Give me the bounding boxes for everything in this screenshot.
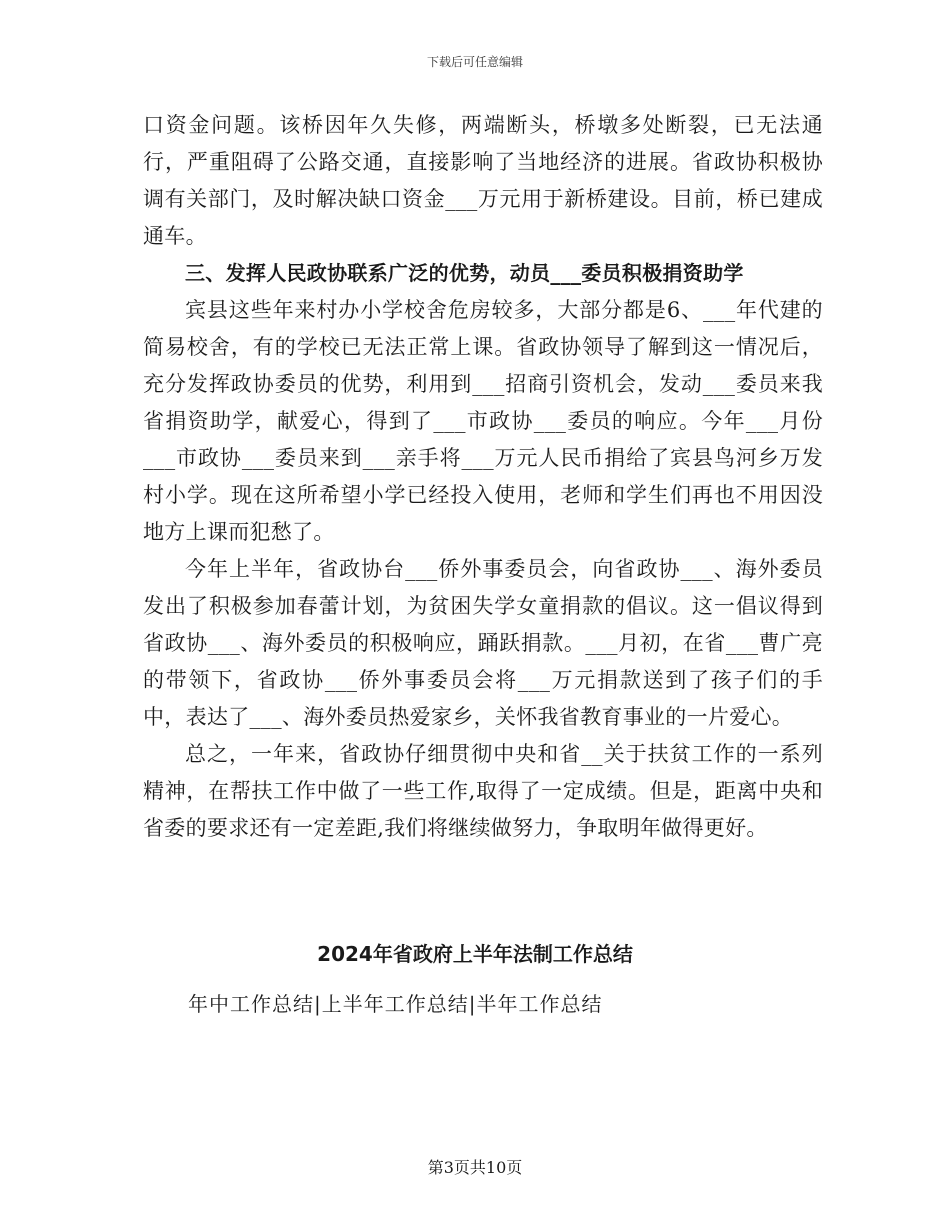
- paragraph-spring-bud-plan: 今年上半年，省政协台___侨外事委员会，向省政协___、海外委员发出了积极参加春蕾计划，为贫困失学女童捐款的倡议。这一倡议得到省政协___、海外委员的积极响应，踊跃捐款。___月初，在省___曹广亮的带领下，省政协___侨外事委员会将___万元捐款送到了孩子们的手中，表达了___、海外委员热爱家乡，关怀我省教育事业的一片爱心。: [143, 557, 823, 729]
- paragraph-conclusion: 总之，一年来，省政协仔细贯彻中央和省__关于扶贫工作的一系列精神，在帮扶工作中做了一些工作,取得了一定成绩。但是，距离中央和省委的要求还有一定差距,我们将继续做努力，争取明年做得更好。: [143, 742, 823, 840]
- paragraph-bridge-funding: 口资金问题。该桥因年久失修，两端断头，桥墩多处断裂，已无法通行，严重阻碍了公路交通，直接影响了当地经济的进展。省政协积极协调有关部门，及时解决缺口资金___万元用于新桥建设。目前，桥已建成通车。: [143, 113, 823, 248]
- document-tags: 年中工作总结|上半年工作总结|半年工作总结: [188, 992, 603, 1016]
- page-number: 第3页共10页: [427, 1158, 523, 1177]
- header-note: 下载后可任意编辑: [426, 55, 523, 69]
- next-document-title: 2024年省政府上半年法制工作总结: [317, 942, 633, 966]
- paragraph-school-donation: 宾县这些年来村办小学校舍危房较多，大部分都是6、___年代建的简易校舍，有的学校已无法正常上课。省政协领导了解到这一情况后，充分发挥政协委员的优势，利用到___招商引资机会，发动___委员来我省捐资助学，献爱心，得到了___市政协___委员的响应。今年___月份___市政协___委员来到___亲手将___万元人民币捐给了宾县鸟河乡万发村小学。现在这所希望小学已经投入使用，老师和学生们再也不用因没地方上课而犯愁了。: [143, 298, 823, 544]
- section-heading-3: 三、发挥人民政协联系广泛的优势，动员___委员积极捐资助学: [185, 261, 744, 285]
- document-body: [143, 107, 823, 847]
